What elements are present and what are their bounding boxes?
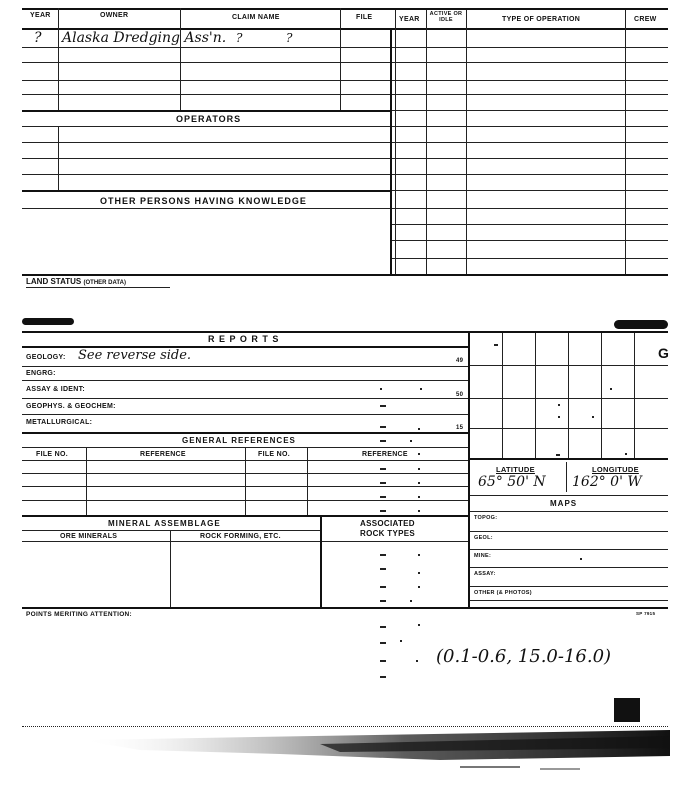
maps-mine: MINE:	[474, 553, 492, 559]
maps-other: OTHER (& PHOTOS)	[474, 590, 532, 596]
gr-col-reference: REFERENCE	[140, 451, 186, 458]
grid-letter: G	[658, 345, 669, 361]
longitude-label: LONGITUDE	[592, 465, 639, 474]
report-assay-num: 50	[456, 392, 464, 398]
scan-smudge-right	[614, 320, 668, 329]
maps-topog: TOPOG:	[474, 515, 498, 521]
report-metallurgical-num: 15	[456, 425, 464, 431]
row1-year: ?	[34, 30, 42, 46]
operators-header: OPERATORS	[176, 114, 242, 124]
land-status-sub: (OTHER DATA)	[83, 280, 126, 286]
associated-label: ASSOCIATED	[360, 519, 415, 528]
col-header-type-of-operation: TYPE OF OPERATION	[502, 16, 581, 23]
latitude-value: 65° 50' N	[478, 474, 546, 490]
col-header-year-2: YEAR	[399, 16, 420, 23]
row1-claim-question-1: ?	[236, 31, 243, 45]
col-header-active-or-idle: ACTIVE OR IDLE	[429, 11, 463, 23]
maps-assay: ASSAY:	[474, 571, 496, 577]
reports-header: R E P O R T S	[208, 334, 280, 344]
maps-geol: GEOL:	[474, 535, 493, 541]
col-header-crew: CREW	[634, 16, 657, 23]
col-header-file: FILE	[356, 14, 373, 21]
col-header-owner: OWNER	[100, 12, 129, 19]
gr-col-reference-2: REFERENCE	[362, 451, 408, 458]
gr-col-file-no: FILE NO.	[36, 451, 68, 458]
handwritten-note: (0.1-0.6, 15.0-16.0)	[436, 646, 612, 667]
land-status	[26, 277, 126, 286]
land-status-label: LAND STATUS	[26, 277, 82, 286]
report-geophys-label: GEOPHYS. & GEOCHEM:	[26, 403, 116, 410]
report-geology-label: GEOLOGY:	[26, 354, 66, 361]
gr-col-file-no-2: FILE NO.	[258, 451, 290, 458]
report-assay-label: ASSAY & IDENT:	[26, 386, 86, 393]
other-persons-header: OTHER PERSONS HAVING KNOWLEDGE	[100, 196, 307, 206]
form-number: SP 7915	[636, 611, 656, 616]
scan-noise-strip	[20, 722, 670, 782]
latitude-label: LATITUDE	[496, 465, 535, 474]
col-header-year: YEAR	[30, 12, 51, 19]
longitude-value: 162° 0' W	[572, 474, 642, 490]
report-geology-value: See reverse side.	[78, 348, 192, 363]
col-header-claim-name: CLAIM NAME	[232, 14, 280, 21]
report-metallurgical-label: METALLURGICAL:	[26, 419, 93, 426]
row1-claim-question-2: ?	[286, 31, 293, 45]
scan-noise-block	[614, 698, 640, 722]
general-references-header: GENERAL REFERENCES	[182, 436, 296, 445]
ore-minerals-label: ORE MINERALS	[60, 533, 118, 540]
scan-smudge-left	[22, 318, 74, 325]
maps-header: MAPS	[550, 499, 578, 508]
points-meriting-attention: POINTS MERITING ATTENTION:	[26, 611, 133, 618]
row1-owner: Alaska Dredging Ass'n.	[62, 30, 227, 46]
rock-types-label: ROCK TYPES	[360, 529, 416, 538]
mineral-assemblage-header: MINERAL ASSEMBLAGE	[108, 519, 221, 528]
report-geology-num: 49	[456, 358, 464, 364]
rock-forming-label: ROCK FORMING, ETC.	[200, 533, 281, 540]
report-engrg-label: ENGRG:	[26, 370, 56, 377]
